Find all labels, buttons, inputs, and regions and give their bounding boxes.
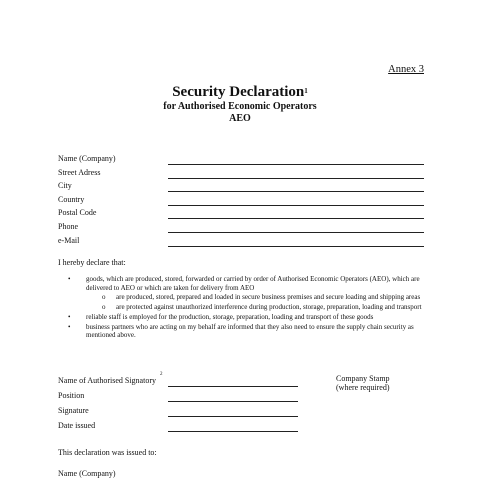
field-label: e-Mail [58,235,80,245]
bullet-text: reliable staff is employed for the production, storage, preparation, loading and transport of these goods [86,312,374,321]
bullet-item [58,313,428,322]
field-position[interactable] [58,390,298,405]
issued-company-name-label: Name (Company) [58,469,116,478]
issued-to-label: This declaration was issued to: [58,448,157,457]
bullet-text: goods, which are produced, stored, forwarded or carried by order of Authorised Economic Operators (AEO), which are delivered to AEO or which are taken for delivery from AEO [86,275,420,292]
sub-bullet-text: are protected against unauthorized interference during production, storage, preparation, loading and transport [116,303,422,312]
fill-line[interactable] [168,246,424,247]
title-footnote-marker: 1 [304,87,308,95]
field-label: Phone [58,221,78,231]
fill-line[interactable] [168,191,424,192]
field-signature[interactable] [58,405,298,420]
field-phone[interactable] [58,221,424,235]
circle-bullet-icon: o [102,293,106,302]
field-label: Signature [58,406,89,415]
sub-bullet-text: are produced, stored, prepared and loaded in secure business premises and secure loading and shipping areas [116,293,421,302]
field-street-address[interactable] [58,167,424,181]
field-label: Position [58,391,85,400]
field-signatory-name[interactable] [58,372,298,390]
fill-line[interactable] [168,401,298,402]
field-postal-code[interactable] [58,207,424,221]
bullet-text: business partners who are acting on my behalf are informed that they also need to ensure the supply chain security as mentioned above. [86,322,414,340]
sub-bullet-item [58,293,428,302]
field-date-issued[interactable] [58,420,298,435]
fill-line[interactable] [168,431,298,432]
signatory-fields [58,372,298,435]
signatory-footnote-marker: 2 [159,372,163,377]
declaration-bullets [58,275,428,341]
field-email[interactable] [58,235,424,249]
field-label: Name (Company) [58,154,116,163]
fill-line[interactable] [168,164,424,165]
document-subtitle-aeo: AEO [229,113,251,124]
document-subtitle: for Authorised Economic Operators [163,101,317,112]
fill-line[interactable] [168,178,424,179]
title-text: Security Declaration [172,84,305,100]
field-label: Country [58,194,85,204]
field-label: Street Adress [58,167,101,177]
bullet-icon: • [68,275,71,283]
sub-bullet-item [58,303,428,312]
bullet-icon: • [68,312,71,321]
field-label: Date issued [58,421,96,430]
signatory-name-label: Name of Authorised Signatory [58,376,156,385]
circle-bullet-icon: o [102,303,106,312]
title-block [0,84,480,125]
field-label [58,372,163,385]
field-city[interactable] [58,180,424,194]
field-country[interactable] [58,194,424,208]
document-title [0,84,480,101]
fill-line[interactable] [168,205,424,206]
bullet-item [58,323,428,340]
fill-line[interactable] [168,416,298,417]
company-fields [58,153,424,248]
fill-line[interactable] [168,218,424,219]
declaration-intro: I hereby declare that: [58,258,126,267]
fill-line[interactable] [168,386,298,387]
field-company-name[interactable] [58,153,424,167]
bullet-icon: • [68,322,71,331]
bullet-item [58,275,428,292]
stamp-label: Company Stamp [336,374,390,383]
annex-label: Annex 3 [388,64,424,75]
stamp-note: (where required) [336,383,390,392]
field-label: Postal Code [58,208,97,218]
fill-line[interactable] [168,232,424,233]
field-label: City [58,181,72,191]
company-stamp-area [336,374,390,392]
